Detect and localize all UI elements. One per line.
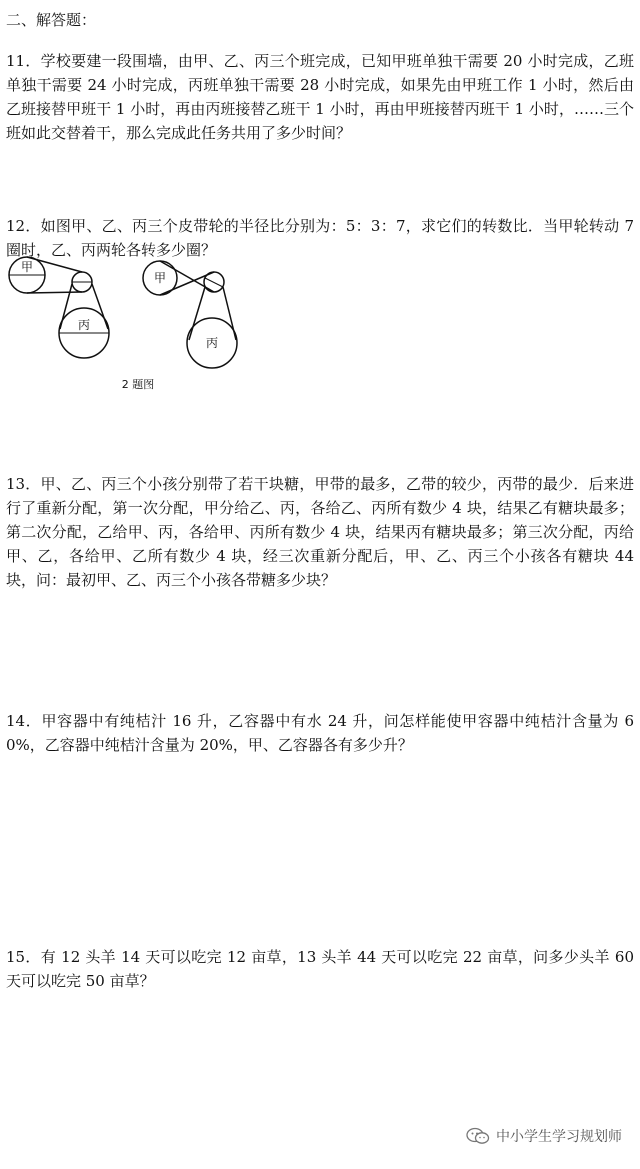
question-12: 12．如图甲、乙、丙三个皮带轮的半径比分别为：5：3：7，求它们的转数比．当甲轮转动 7 圈时，乙、丙两轮各转多少圈？	[6, 217, 634, 259]
belt-jia-yi-lower	[27, 292, 82, 293]
wechat-icon	[466, 1127, 490, 1145]
belt-yi-bing-left-a	[60, 284, 72, 329]
question-15: 15．有 12 头羊 14 天可以吃完 12 亩草，13 头羊 44 天可以吃完 22 亩草，问多少头羊 60 天可以吃完 50 亩草？	[6, 948, 634, 990]
belt-pulley-diagram	[0, 250, 260, 400]
section-title: 二、解答题：	[6, 11, 97, 29]
question-14: 14．甲容器中有纯桔汁 16 升，乙容器中有水 24 升，问怎样能使甲容器中纯桔汁含量为 60%，乙容器中纯桔汁含量为 20%，甲、乙容器各有多少升？	[6, 712, 634, 754]
belt-jia-yi-cross-b	[160, 272, 214, 295]
belt-pulley-figure	[0, 250, 260, 400]
belt-yi-bing-right-a	[189, 287, 205, 340]
wheel-label-jia-right: 甲	[153, 271, 167, 285]
question-13: 13．甲、乙、丙三个小孩分别带了若干块糖，甲带的最多，乙带的较少，丙带的最少．后来进行了重新分配，第一次分配，甲分给乙、丙，各给乙、丙所有数少 4 块，结果乙有糖块最多；第二次分配，乙给甲、丙，各给甲、丙所有数少 4 块，结果丙有糖块最多；第三次分配，丙给甲、乙，各给甲、乙所有数少 4 块，经三次重新分配后，甲、乙、丙三个小孩各有糖块 44 块，问：最初甲、乙、丙三个小孩各带糖多少块？	[6, 475, 634, 589]
watermark	[466, 1126, 622, 1146]
question-11: 11．学校要建一段围墙，由甲、乙、丙三个班完成，已知甲班单独干需要 20 小时完成，乙班单独干需要 24 小时完成，丙班单独干需要 28 小时完成，如果先由甲班工作 1 小时，然后由乙班接替甲班干 1 小时，再由丙班接替乙班干 1 小时，再由甲班接替丙班干 1 小时，……三个班如此交替着干，那么完成此任务共用了多少时间？	[6, 52, 634, 142]
belt-yi-bing-left-b	[92, 284, 108, 329]
belt-jia-yi-upper	[27, 257, 82, 272]
belt-yi-bing-right-b	[223, 287, 236, 340]
watermark-text: 中小学生学习规划师	[496, 1129, 622, 1145]
wheel-label-bing-left: 丙	[77, 318, 91, 332]
figure-caption: 2 题图	[121, 378, 155, 391]
wheel-label-jia-left: 甲	[20, 260, 34, 274]
wheel-label-bing-right: 丙	[205, 336, 219, 350]
